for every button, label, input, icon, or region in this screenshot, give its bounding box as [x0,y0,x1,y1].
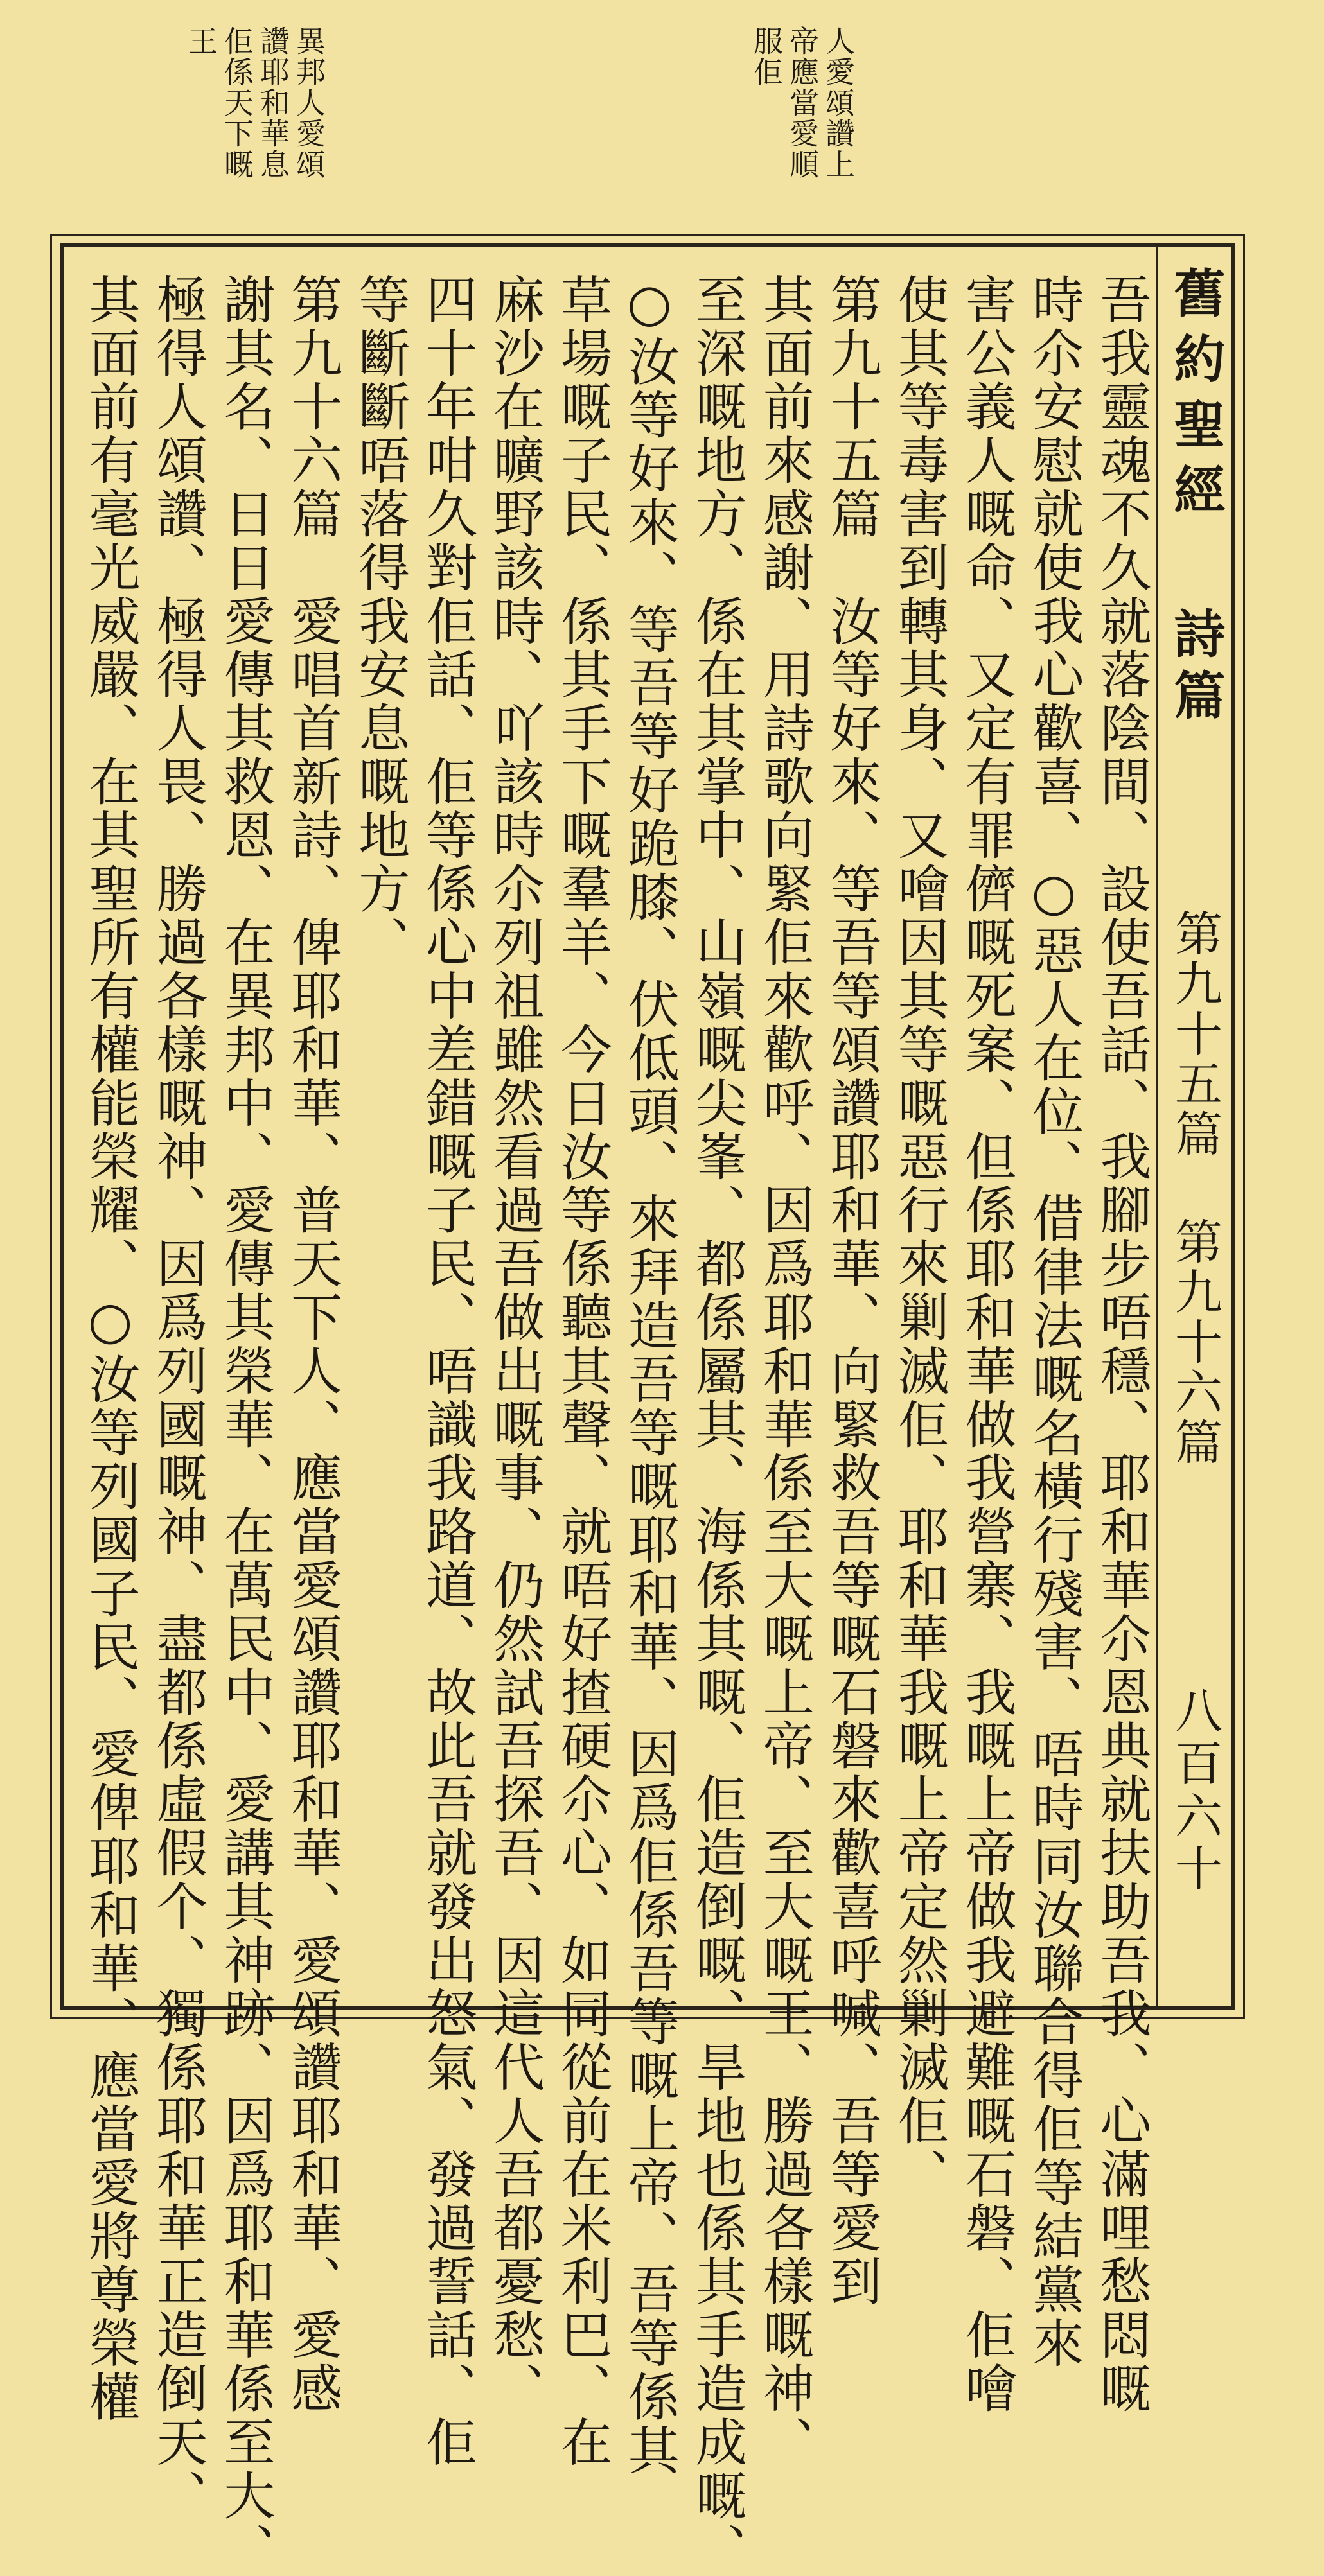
text-column: 至深嘅地方、係在其掌中、山嶺嘅尖峯、都係屬其、海係其嘅、佢造倒嘅、旱地也係其手造成嘅、 [687,273,747,2576]
text-column: 等斷斷唔落得我安息嘅地方、 [349,273,410,970]
text-body [78,247,1156,2576]
text-column: 其面前來感謝、用詩歌向緊佢來歡呼、因爲耶和華係至大嘅上帝、至大嘅王、勝過各樣嘅神、 [754,273,815,2469]
text-column: ○汝等好來、等吾等好跪膝、伏低頭、來拜造吾等嘅耶和華、因爲佢係吾等嘅上帝、吾等係其 [619,273,680,2478]
page-number: 八百六十 [1167,1686,1222,1897]
headnote-line: 服佢 [749,26,784,87]
text-column: 謝其名、日日愛傳其救恩、在異邦中、愛傳其榮華、在萬民中、愛講其神跡、因爲耶和華係至大、 [215,273,275,2576]
text-column: 四十年咁久對佢話、佢等係心中差錯嘅子民、唔識我路道、故此吾就發出怒氣、發過誓話、佢 [417,273,477,2469]
headnote-line: 帝應當愛順 [785,26,820,180]
headnote-line: 讚耶和華息 [256,26,290,180]
margin-headnote-left [186,26,324,238]
text-column: 吾我靈魂不久就落陰間、設使吾話、我腳步唔穩、耶和華尒恩典就扶助吾我、心滿哩愁悶嘅 [1091,273,1151,2415]
headnote-line: 異邦人愛頌 [292,26,326,180]
chapter-range: 第九十五篇 第九十六篇 [1167,909,1222,1468]
text-column: 使其等毒害到轉其身、又噲因其等嘅惡行來剿滅佢、耶和華我嘅上帝定然剿滅佢、 [889,273,949,2202]
book-title: 舊約聖經 [1165,267,1226,529]
page-frame [50,234,1245,2576]
section-title: 詩篇 [1165,607,1226,730]
text-column-chapter-95-start: 第九十五篇 汝等好來、等吾等頌讚耶和華、向緊救吾等嘅石磐來歡喜呼喊、吾等愛到 [822,273,882,2309]
headnote-line: 佢係天下嘅 [220,26,254,180]
text-column: 時尒安慰就使我心歡喜、○惡人在位、借律法嘅名橫行殘害、唔時同汝聯合得佢等結黨來 [1023,273,1084,2370]
text-column: 麻沙在曠野該時、吖該時尒列祖雖然看過吾做出嘅事、仍然試吾探吾、因這代人吾都憂愁、 [484,273,545,2415]
text-column: 其面前有毫光威嚴、在其聖所有權能榮耀、○汝等列國子民、愛俾耶和華、應當愛將尊榮權 [80,273,140,2424]
running-head [1156,247,1231,2006]
margin-headnote-right [749,26,856,238]
text-column: 極得人頌讚、極得人畏、勝過各樣嘅神、因爲列國嘅神、盡都係虛假个、獨係耶和華正造倒天、 [147,273,207,2523]
headnote-line: 人愛頌讚上 [821,26,856,180]
text-column: 草場嘅子民、係其手下嘅羣羊、今日汝等係聽其聲、就唔好揸硬尒心、如同從前在米利巴、在 [552,273,612,2469]
text-column: 害公義人嘅命、又定有罪儕嘅死案、但係耶和華做我營寨、我嘅上帝做我避難嘅石磐、佢噲 [956,273,1016,2415]
text-column-chapter-96-start: 第九十六篇 愛唱首新詩、俾耶和華、普天下人、應當愛頌讚耶和華、愛頌讚耶和華、愛感 [282,273,342,2415]
headnote-line: 王 [184,26,218,57]
